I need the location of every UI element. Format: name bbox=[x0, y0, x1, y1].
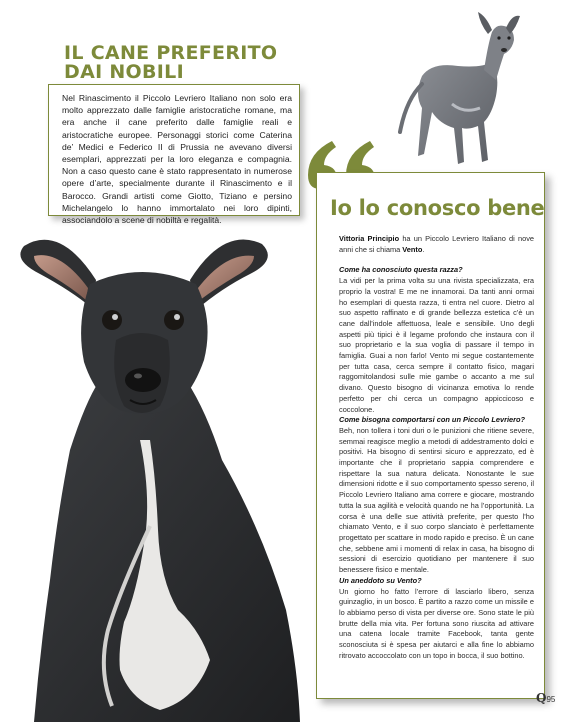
page-number-value: 95 bbox=[546, 695, 556, 704]
question-2: Come bisogna comportarsi con un Piccolo Levriero? bbox=[339, 415, 526, 425]
puppy-photo bbox=[392, 4, 524, 170]
greyhound-photo bbox=[0, 230, 310, 722]
interviewee-name: Vittoria Principio bbox=[339, 234, 400, 243]
question-1: Come ha conosciuto questa razza? bbox=[339, 265, 463, 275]
magazine-logo-icon: Q bbox=[536, 691, 547, 705]
intro-end: . bbox=[422, 244, 425, 254]
box1-text: Nel Rinascimento il Piccolo Levriero Italiano non solo era molto apprezzato dalle famiglie aristocratiche romane, ma era anche il cane preferito dalle famiglie reali e aristocratiche europee. Personaggi storici come Caterina de’ Medici e Federico II di Prussia ne avevano diversi esemplari, apprezzati per la loro eleganza e compagnia. Non a caso questo cane è stato rappresentato in numerose opere d’arte, specialmente durante il Rinascimento e il Barocco. Grandi artisti come Giotto, Tiziano e persino Michelangelo lo hanno immortalato nei loro dipinti, associandolo a scene di nobiltà e regalità. bbox=[62, 93, 292, 226]
box1-title bbox=[64, 44, 284, 82]
interview-content bbox=[339, 234, 534, 661]
page-number bbox=[536, 691, 555, 705]
question-3: Un aneddoto su Vento? bbox=[339, 575, 422, 585]
interview-intro bbox=[339, 234, 534, 255]
box2-title: Io lo conosco bene bbox=[330, 196, 545, 220]
answer-2: Beh, non tollera i toni duri o le punizioni che ritiene severe, semmai reagisce meglio a metodi di addestramento dolci e positivi. Ha bisogno di sentirsi sicuro e apprezzato, ed è importante che il proprietario sappia comprendere e rispettare la sua natura delicata. Nonostante le sue dimensioni ridotte e il suo comportamento spesso sereno, il Piccolo Levriero Italiano ama correre e giocare, mostrando tutta la sua agilità e velocità quando ne ha l’opportunità. La corsa è una delle sue attività preferite, per questo l’ho chiamato Vento, e il suo corpo slanciato è perfettamente progettato per scattare in modo rapido e preciso. È un cane che, sebbene ami i momenti di relax in casa, ha bisogno di sessioni di esercizio quotidiano per mantenere il suo benessere fisico e mentale. bbox=[339, 425, 534, 575]
answer-1: La vidi per la prima volta su una rivista specializzata, era proprio la vostra! E me ne innamorai. Da tanti anni ormai ho esemplari di questa razza, ti entra nel cuore. Dietro al suo aspetto raffinato e di grande bellezza estetica c’è un cane dall’indole affettuosa, leale e sensibile. Uno degli aspetti più tipici è il legame profondo che instaura con il suo proprietario e la sua voglia di passare il tempo in famiglia. Guai a non farlo! Vento mi segue costantemente per tutta casa, cerca sempre il contatto fisico, magari raggomitolandosi sulle mie gambe o accanto a me sul divano. Questo bisogno di vicinanza emotiva lo rende perfetto per chi cerca un compagno appiccicoso e coccolone. bbox=[339, 276, 534, 414]
intro-text: ha un Piccolo Levriero Italiano di nove anni che si chiama bbox=[339, 234, 535, 254]
box1-title-line2: DAI NOBILI bbox=[64, 61, 184, 83]
dog-name: Vento bbox=[402, 244, 423, 254]
answer-3: Un giorno ho fatto l’errore di lasciarlo libero, senza guinzaglio, in un bosco. È partito a razzo come un missile e lo abbiamo perso di vista per diverse ore. Sono state le più brutte della mia vita. Per fortuna sono riuscita ad attivare una catena locale tramite Facebook, tanta gente sconosciuta si è spesa per aiutarci e alla fine lo abbiamo ritrovato accoccolato con un topo in bocca, il suo bottino. bbox=[339, 586, 534, 660]
box1-title-line1: IL CANE PREFERITO bbox=[64, 42, 278, 64]
